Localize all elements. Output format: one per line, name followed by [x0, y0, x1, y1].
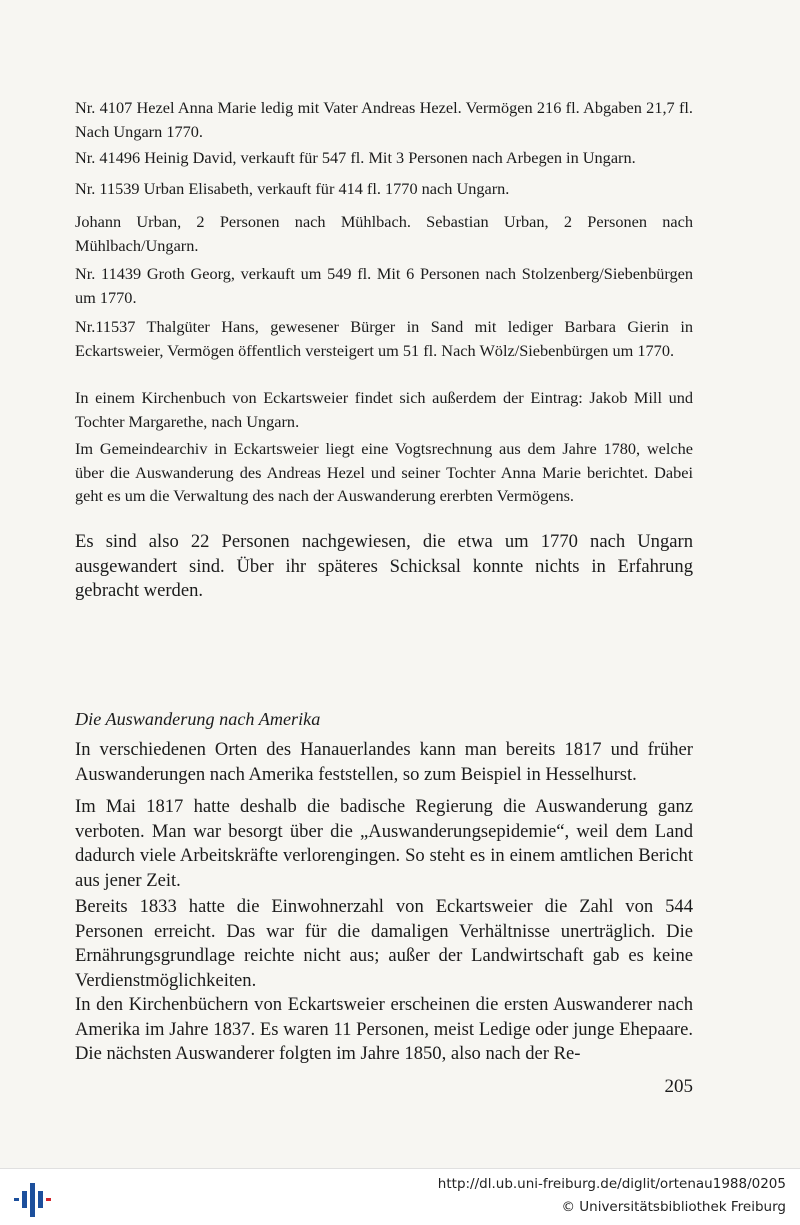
amerika-paragraph-3: Bereits 1833 hatte die Einwohnerzahl von Eckartsweier die Zahl von 544 Personen erreicht. Das war für die damaligen Verhältnisse unerträglich. Die Ernährungsgrundlage reichte nicht aus; außer der Landwirtschaft gab es keine Verdienstmöglichkeiten. [75, 896, 693, 991]
entry-heinig: Nr. 41496 Heinig David, verkauft für 547 fl. Mit 3 Personen nach Arbegen in Ungarn. [75, 148, 636, 167]
entry-urban-johann: Johann Urban, 2 Personen nach Mühlbach. Sebastian Urban, 2 Personen nach Mühlbach/Ungarn. [75, 212, 693, 255]
entry-thalgueter: Nr.11537 Thalgüter Hans, gewesener Bürger in Sand mit lediger Barbara Gierin in Eckartsweier, Vermögen öffentlich versteigert um 51 fl. Nach Wölz/Siebenbürgen um 1770. [75, 317, 693, 360]
amerika-paragraph-4: In den Kirchenbüchern von Eckartsweier erscheinen die ersten Auswanderer nach Amerika im Jahre 1837. Es waren 11 Personen, meist Ledige oder junge Ehepaare. Die nächsten Auswanderer folgten im Jahre 1850, also nach der Re- [75, 994, 693, 1064]
copyright-notice: © Universitätsbibliothek Freiburg [561, 1199, 786, 1215]
amerika-paragraph-1: In verschiedenen Orten des Hanauerlandes kann man bereits 1817 und früher Auswanderungen nach Amerika feststellen, so zum Beispiel in Hesselhurst. [75, 739, 693, 785]
entry-groth: Nr. 11439 Groth Georg, verkauft um 549 fl. Mit 6 Personen nach Stolzenberg/Siebenbürgen um 1770. [75, 264, 693, 307]
ub-freiburg-logo-icon[interactable] [12, 1177, 56, 1219]
section-heading: Die Auswanderung nach Amerika [75, 709, 321, 729]
gemeindearchiv-paragraph: Im Gemeindearchiv in Eckartsweier liegt eine Vogtsrechnung aus dem Jahre 1780, welche über die Auswanderung des Andreas Hezel und seiner Tochter Anna Marie berichtet. Dabei geht es um die Verwaltung des nach der Auswanderung ererbten Vermögens. [75, 439, 693, 505]
permalink-url[interactable]: http://dl.ub.uni-freiburg.de/diglit/ortenau1988/0205 [437, 1176, 786, 1192]
entry-hezel: Nr. 4107 Hezel Anna Marie ledig mit Vater Andreas Hezel. Vermögen 216 fl. Abgaben 21,7 fl. Nach Ungarn 1770. [75, 98, 693, 141]
page-number: 205 [664, 1076, 693, 1097]
footer-bar [0, 1168, 800, 1225]
amerika-paragraph-2: Im Mai 1817 hatte deshalb die badische Regierung die Auswanderung ganz verboten. Man war besorgt über die „Auswanderungsepidemie“, weil dem Land dadurch viele Arbeitskräfte verlorengingen. So steht es in einem amtlichen Bericht aus jener Zeit. [75, 796, 693, 891]
kirchenbuch-paragraph: In einem Kirchenbuch von Eckartsweier findet sich außerdem der Eintrag: Jakob Mill und Tochter Margarethe, nach Ungarn. [75, 388, 693, 431]
entry-urban-elisabeth: Nr. 11539 Urban Elisabeth, verkauft für 414 fl. 1770 nach Ungarn. [75, 179, 510, 198]
summary-paragraph: Es sind also 22 Personen nachgewiesen, die etwa um 1770 nach Ungarn ausgewandert sind. Über ihr späteres Schicksal konnte nichts in Erfahrung gebracht werden. [75, 531, 693, 601]
